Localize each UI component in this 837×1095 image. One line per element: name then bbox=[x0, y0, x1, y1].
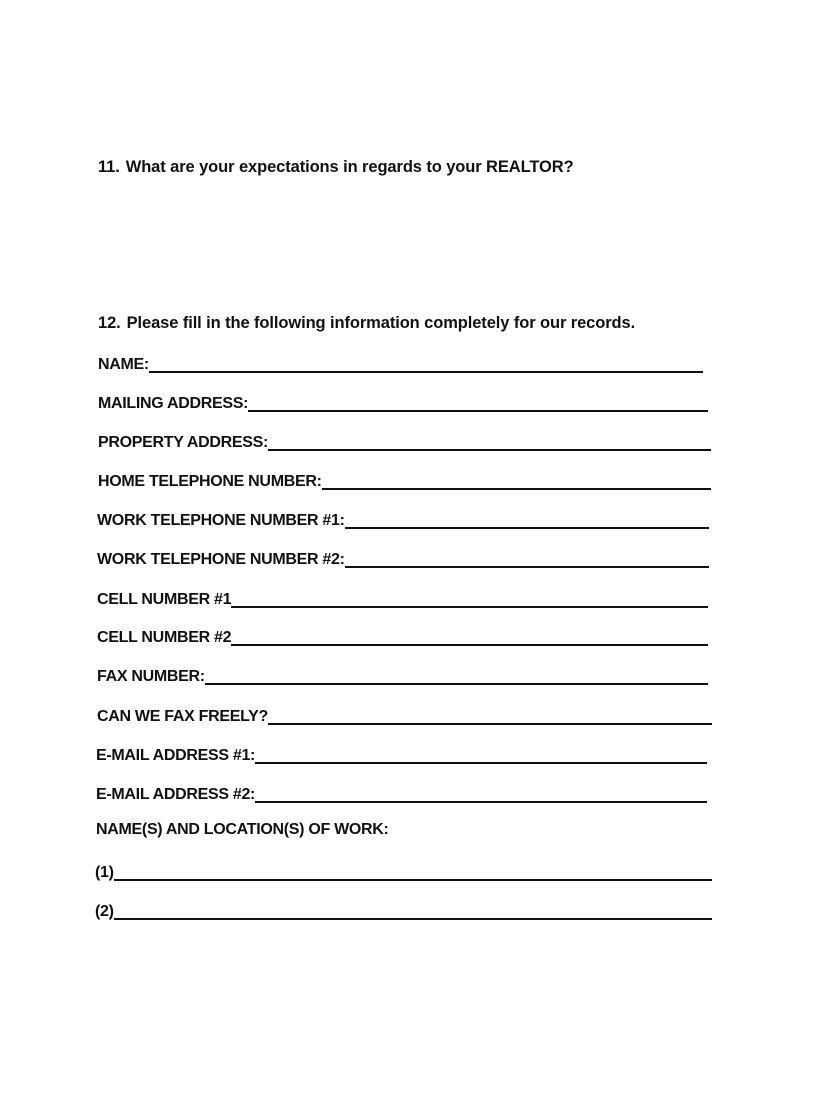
cell-number-2-input-line[interactable] bbox=[231, 644, 708, 646]
cell-number-1-input-line[interactable] bbox=[231, 606, 708, 608]
can-we-fax-field[interactable] bbox=[97, 704, 712, 726]
work-telephone-2-field[interactable] bbox=[97, 547, 709, 569]
question-12-text: Please fill in the following information completely for our records. bbox=[126, 314, 636, 332]
email-address-1-input-line[interactable] bbox=[255, 762, 707, 764]
cell-number-1-field[interactable] bbox=[97, 587, 708, 609]
mailing-address-input-line[interactable] bbox=[248, 410, 708, 412]
question-12 bbox=[98, 314, 635, 333]
work-entry-2-input-line[interactable] bbox=[114, 918, 712, 920]
email-address-2-label: E-MAIL ADDRESS #2: bbox=[96, 786, 256, 803]
name-field[interactable] bbox=[98, 352, 703, 374]
cell-number-1-label: CELL NUMBER #1 bbox=[97, 591, 232, 608]
work-entry-2-label: (2) bbox=[95, 903, 114, 920]
fax-number-field[interactable] bbox=[97, 664, 708, 686]
name-input-line[interactable] bbox=[149, 371, 703, 373]
property-address-field[interactable] bbox=[98, 430, 711, 452]
question-11-number: 11. bbox=[98, 158, 120, 176]
cell-number-2-label: CELL NUMBER #2 bbox=[97, 629, 232, 646]
fax-number-input-line[interactable] bbox=[205, 683, 708, 685]
work-entry-2-field[interactable] bbox=[95, 899, 712, 921]
mailing-address-label: MAILING ADDRESS: bbox=[98, 395, 249, 412]
fax-number-label: FAX NUMBER: bbox=[97, 668, 205, 685]
question-11-text: What are your expectations in regards to your REALTOR? bbox=[125, 158, 574, 176]
email-address-1-field[interactable] bbox=[96, 743, 707, 765]
work-entry-1-field[interactable] bbox=[95, 860, 712, 882]
email-address-2-field[interactable] bbox=[96, 782, 707, 804]
cell-number-2-field[interactable] bbox=[97, 625, 708, 647]
work-telephone-2-label: WORK TELEPHONE NUMBER #2: bbox=[97, 551, 345, 568]
work-telephone-2-input-line[interactable] bbox=[345, 566, 709, 568]
work-entry-1-label: (1) bbox=[95, 864, 114, 881]
work-entry-1-input-line[interactable] bbox=[114, 879, 712, 881]
work-telephone-1-input-line[interactable] bbox=[345, 527, 709, 529]
work-telephone-1-field[interactable] bbox=[97, 508, 709, 530]
email-address-2-input-line[interactable] bbox=[255, 801, 707, 803]
email-address-1-label: E-MAIL ADDRESS #1: bbox=[96, 747, 256, 764]
name-label: NAME: bbox=[98, 356, 149, 373]
home-telephone-field[interactable] bbox=[98, 469, 711, 491]
can-we-fax-label: CAN WE FAX FREELY? bbox=[97, 708, 268, 725]
question-11 bbox=[98, 158, 574, 177]
can-we-fax-input-line[interactable] bbox=[268, 723, 712, 725]
property-address-input-line[interactable] bbox=[268, 449, 711, 451]
work-section-heading: NAME(S) AND LOCATION(S) OF WORK: bbox=[96, 821, 389, 838]
question-12-number: 12. bbox=[98, 314, 121, 332]
home-telephone-label: HOME TELEPHONE NUMBER: bbox=[98, 473, 322, 490]
work-telephone-1-label: WORK TELEPHONE NUMBER #1: bbox=[97, 512, 345, 529]
property-address-label: PROPERTY ADDRESS: bbox=[98, 434, 269, 451]
home-telephone-input-line[interactable] bbox=[322, 488, 711, 490]
mailing-address-field[interactable] bbox=[98, 391, 708, 413]
